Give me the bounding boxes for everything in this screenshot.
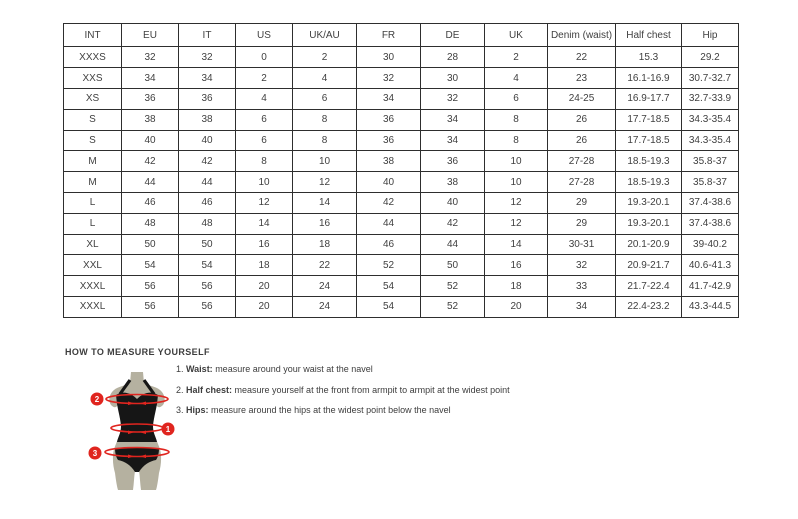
- table-cell: 40.6-41.3: [682, 255, 739, 276]
- table-row: [64, 47, 739, 68]
- table-cell: 18: [485, 276, 548, 297]
- table-cell: XL: [64, 234, 122, 255]
- table-cell: 16: [485, 255, 548, 276]
- table-cell: 34: [421, 109, 485, 130]
- table-cell: 52: [421, 276, 485, 297]
- column-header: UK: [485, 24, 548, 47]
- table-cell: 10: [485, 172, 548, 193]
- table-row: [64, 296, 739, 317]
- table-cell: 34.3-35.4: [682, 130, 739, 151]
- table-cell: 34: [357, 88, 421, 109]
- table-cell: 54: [179, 255, 236, 276]
- table-cell: 42: [421, 213, 485, 234]
- table-cell: 35.8-37: [682, 151, 739, 172]
- table-cell: 22.4-23.2: [616, 296, 682, 317]
- table-cell: 12: [485, 192, 548, 213]
- table-cell: 52: [421, 296, 485, 317]
- table-cell: 42: [357, 192, 421, 213]
- table-cell: 50: [421, 255, 485, 276]
- table-cell: 27-28: [548, 151, 616, 172]
- table-cell: 22: [293, 255, 357, 276]
- step-number: 1.: [176, 364, 187, 374]
- table-cell: 6: [236, 130, 293, 151]
- table-cell: 36: [122, 88, 179, 109]
- table-cell: S: [64, 109, 122, 130]
- table-cell: 8: [236, 151, 293, 172]
- table-cell: 36: [179, 88, 236, 109]
- step-text: measure yourself at the front from armpit to armpit at the widest point: [232, 384, 510, 395]
- table-cell: 14: [236, 213, 293, 234]
- table-cell: 10: [236, 172, 293, 193]
- table-cell: 28: [421, 47, 485, 68]
- column-header: INT: [64, 24, 122, 47]
- table-cell: 15.3: [616, 47, 682, 68]
- table-cell: 32: [122, 47, 179, 68]
- table-cell: 16.1-16.9: [616, 68, 682, 89]
- table-cell: 52: [357, 255, 421, 276]
- chest-badge-label: 2: [94, 395, 100, 404]
- table-cell: 30: [421, 68, 485, 89]
- table-row: [64, 255, 739, 276]
- table-cell: 34.3-35.4: [682, 109, 739, 130]
- table-cell: 54: [357, 296, 421, 317]
- table-cell: 19.3-20.1: [616, 213, 682, 234]
- table-cell: 10: [293, 151, 357, 172]
- table-cell: 46: [357, 234, 421, 255]
- table-cell: 40: [179, 130, 236, 151]
- table-cell: 24-25: [548, 88, 616, 109]
- table-cell: 2: [236, 68, 293, 89]
- table-cell: 20: [485, 296, 548, 317]
- table-cell: 42: [122, 151, 179, 172]
- table-cell: 29: [548, 192, 616, 213]
- table-cell: 4: [485, 68, 548, 89]
- column-header: IT: [179, 24, 236, 47]
- table-cell: 8: [485, 109, 548, 130]
- table-cell: 32: [179, 47, 236, 68]
- hips-badge: [89, 447, 102, 460]
- chest-badge: [91, 393, 104, 406]
- table-row: [64, 276, 739, 297]
- table-cell: 48: [122, 213, 179, 234]
- table-cell: 41.7-42.9: [682, 276, 739, 297]
- table-cell: 56: [179, 296, 236, 317]
- table-cell: 24: [293, 296, 357, 317]
- table-cell: 36: [421, 151, 485, 172]
- table-cell: 22: [548, 47, 616, 68]
- table-cell: XXXL: [64, 276, 122, 297]
- table-cell: 44: [421, 234, 485, 255]
- table-cell: 43.3-44.5: [682, 296, 739, 317]
- table-cell: 42: [179, 151, 236, 172]
- table-cell: 40: [357, 172, 421, 193]
- step-term: Waist:: [186, 364, 213, 374]
- table-cell: 37.4-38.6: [682, 213, 739, 234]
- table-cell: 18: [293, 234, 357, 255]
- size-chart-table: [63, 23, 739, 318]
- table-cell: 4: [293, 68, 357, 89]
- table-cell: 34: [548, 296, 616, 317]
- table-row: [64, 68, 739, 89]
- table-cell: 46: [122, 192, 179, 213]
- table-cell: 34: [179, 68, 236, 89]
- table-cell: 14: [293, 192, 357, 213]
- column-header: FR: [357, 24, 421, 47]
- table-row: [64, 234, 739, 255]
- table-row: [64, 213, 739, 234]
- table-cell: 44: [357, 213, 421, 234]
- column-header: Hip: [682, 24, 739, 47]
- table-cell: 8: [293, 130, 357, 151]
- waist-badge-label: 1: [165, 425, 171, 434]
- table-cell: 24: [293, 276, 357, 297]
- measure-step: [176, 364, 646, 374]
- table-cell: 32: [421, 88, 485, 109]
- table-cell: 50: [122, 234, 179, 255]
- step-term: Half chest:: [186, 384, 233, 395]
- table-cell: 39-40.2: [682, 234, 739, 255]
- table-cell: 48: [179, 213, 236, 234]
- step-number: 2.: [176, 384, 187, 395]
- table-cell: 30-31: [548, 234, 616, 255]
- table-cell: L: [64, 213, 122, 234]
- table-row: [64, 130, 739, 151]
- table-cell: 30: [357, 47, 421, 68]
- mannequin-illustration: [85, 371, 187, 491]
- table-cell: 40: [421, 192, 485, 213]
- table-cell: 36: [357, 109, 421, 130]
- table-cell: 6: [485, 88, 548, 109]
- table-cell: 23: [548, 68, 616, 89]
- table-cell: 46: [179, 192, 236, 213]
- how-to-measure-section: [65, 345, 735, 505]
- table-cell: 34: [421, 130, 485, 151]
- table-cell: 40: [122, 130, 179, 151]
- table-cell: 37.4-38.6: [682, 192, 739, 213]
- table-cell: L: [64, 192, 122, 213]
- column-header: Denim (waist): [548, 24, 616, 47]
- table-cell: 54: [122, 255, 179, 276]
- size-chart: [63, 23, 739, 318]
- table-cell: 2: [293, 47, 357, 68]
- table-cell: 6: [293, 88, 357, 109]
- table-cell: 17.7-18.5: [616, 109, 682, 130]
- column-header: US: [236, 24, 293, 47]
- table-cell: 44: [122, 172, 179, 193]
- table-cell: S: [64, 130, 122, 151]
- step-term: Hips:: [186, 405, 209, 415]
- table-cell: 12: [236, 192, 293, 213]
- table-cell: 19.3-20.1: [616, 192, 682, 213]
- table-cell: 56: [122, 296, 179, 317]
- table-cell: 14: [485, 234, 548, 255]
- table-cell: 18: [236, 255, 293, 276]
- table-row: [64, 88, 739, 109]
- table-cell: 38: [421, 172, 485, 193]
- waist-badge: [162, 423, 175, 436]
- table-row: [64, 192, 739, 213]
- table-cell: 12: [293, 172, 357, 193]
- table-cell: 29: [548, 213, 616, 234]
- table-cell: 21.7-22.4: [616, 276, 682, 297]
- table-cell: 20.9-21.7: [616, 255, 682, 276]
- table-cell: 18.5-19.3: [616, 151, 682, 172]
- table-cell: 17.7-18.5: [616, 130, 682, 151]
- table-cell: XS: [64, 88, 122, 109]
- table-cell: 16: [293, 213, 357, 234]
- table-cell: XXL: [64, 255, 122, 276]
- table-cell: 50: [179, 234, 236, 255]
- table-cell: XXXS: [64, 47, 122, 68]
- table-cell: 29.2: [682, 47, 739, 68]
- hips-badge-label: 3: [92, 449, 98, 458]
- table-cell: M: [64, 151, 122, 172]
- table-cell: 56: [122, 276, 179, 297]
- table-cell: 8: [293, 109, 357, 130]
- measure-step: [176, 385, 646, 395]
- table-cell: 32: [357, 68, 421, 89]
- table-cell: 26: [548, 109, 616, 130]
- table-cell: 36: [357, 130, 421, 151]
- column-header: DE: [421, 24, 485, 47]
- table-cell: 20: [236, 296, 293, 317]
- column-header: Half chest: [616, 24, 682, 47]
- table-cell: 6: [236, 109, 293, 130]
- table-cell: 30.7-32.7: [682, 68, 739, 89]
- table-cell: 32.7-33.9: [682, 88, 739, 109]
- table-cell: 44: [179, 172, 236, 193]
- measure-step: [176, 405, 646, 415]
- table-cell: 38: [357, 151, 421, 172]
- table-cell: 38: [179, 109, 236, 130]
- table-cell: 12: [485, 213, 548, 234]
- table-cell: 26: [548, 130, 616, 151]
- table-row: [64, 109, 739, 130]
- table-cell: XXXL: [64, 296, 122, 317]
- table-cell: XXS: [64, 68, 122, 89]
- table-row: [64, 151, 739, 172]
- size-chart-body: [64, 47, 739, 317]
- table-cell: 16: [236, 234, 293, 255]
- step-text: measure around the hips at the widest point below the navel: [208, 405, 451, 415]
- step-text: measure around your waist at the navel: [212, 364, 373, 374]
- table-cell: 56: [179, 276, 236, 297]
- table-cell: 27-28: [548, 172, 616, 193]
- table-cell: 0: [236, 47, 293, 68]
- size-chart-header-row: [64, 24, 739, 47]
- table-cell: 18.5-19.3: [616, 172, 682, 193]
- table-cell: 34: [122, 68, 179, 89]
- table-cell: 8: [485, 130, 548, 151]
- table-row: [64, 172, 739, 193]
- measure-heading: HOW TO MEASURE YOURSELF: [65, 347, 210, 357]
- table-cell: 20: [236, 276, 293, 297]
- table-cell: 38: [122, 109, 179, 130]
- table-cell: 32: [548, 255, 616, 276]
- table-cell: 33: [548, 276, 616, 297]
- table-cell: 4: [236, 88, 293, 109]
- table-cell: 10: [485, 151, 548, 172]
- table-cell: M: [64, 172, 122, 193]
- column-header: EU: [122, 24, 179, 47]
- measure-steps: [176, 364, 646, 426]
- table-cell: 35.8-37: [682, 172, 739, 193]
- table-cell: 20.1-20.9: [616, 234, 682, 255]
- step-number: 3.: [176, 405, 187, 415]
- table-cell: 54: [357, 276, 421, 297]
- table-cell: 16.9-17.7: [616, 88, 682, 109]
- column-header: UK/AU: [293, 24, 357, 47]
- table-cell: 2: [485, 47, 548, 68]
